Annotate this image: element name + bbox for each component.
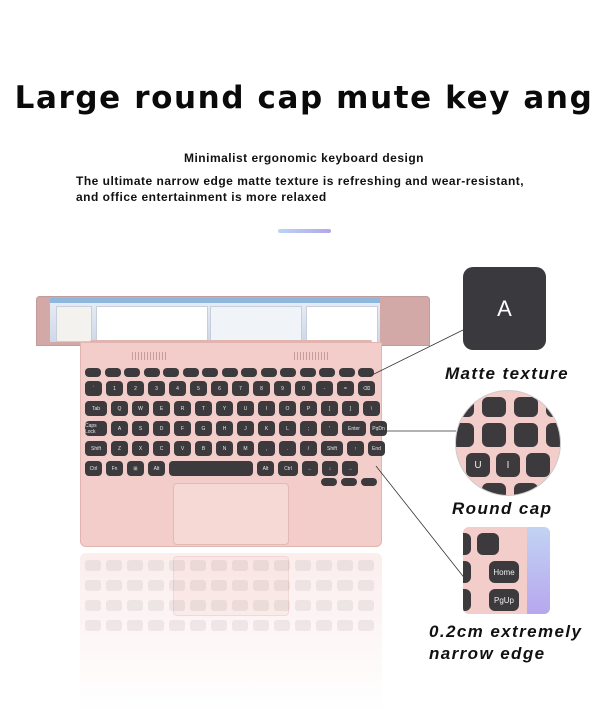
key: ⊞: [127, 461, 144, 476]
round-cap-zoom: [455, 390, 561, 496]
key: ': [321, 421, 338, 436]
key: 5: [190, 381, 207, 396]
description-line-2: and office entertainment is more relaxed: [76, 190, 327, 204]
key: 1: [106, 381, 123, 396]
key: 8: [253, 381, 270, 396]
key: Tab: [85, 401, 107, 416]
key: 3: [148, 381, 165, 396]
key: Shift: [321, 441, 343, 456]
key: H: [216, 421, 233, 436]
key: W: [132, 401, 149, 416]
key: N: [216, 441, 233, 456]
round-key-u: U: [466, 453, 490, 477]
key: U: [237, 401, 254, 416]
key: ↑: [347, 441, 364, 456]
key: P: [300, 401, 317, 416]
key: M: [237, 441, 254, 456]
round-cap-caption: Round cap: [452, 499, 553, 518]
key: Z: [111, 441, 128, 456]
key: K: [258, 421, 275, 436]
page-subtitle: Minimalist ergonomic keyboard design: [183, 151, 425, 165]
key: 2: [127, 381, 144, 396]
description-line-1: The ultimate narrow edge matte texture is refreshing and wear-resistant,: [76, 174, 525, 188]
narrow-edge-zoom: [463, 527, 550, 614]
key: Enter: [342, 421, 366, 436]
key: Alt: [148, 461, 165, 476]
key: B: [195, 441, 212, 456]
key: ]: [342, 401, 359, 416]
key: A: [111, 421, 128, 436]
key: →: [342, 461, 358, 476]
key: F: [174, 421, 191, 436]
key: 6: [211, 381, 228, 396]
key: Ctrl: [278, 461, 298, 476]
key: 7: [232, 381, 249, 396]
key: D: [153, 421, 170, 436]
matte-texture-caption: Matte texture: [445, 364, 570, 383]
key: I: [258, 401, 275, 416]
key: E: [153, 401, 170, 416]
key: J: [237, 421, 254, 436]
key: V: [174, 441, 191, 456]
key: X: [132, 441, 149, 456]
key: Caps Lock: [85, 421, 107, 436]
key: -: [316, 381, 333, 396]
key: =: [337, 381, 354, 396]
zoom-key-a-label: A: [497, 295, 512, 321]
key: G: [195, 421, 212, 436]
key: Fn: [106, 461, 123, 476]
key: Shift: [85, 441, 107, 456]
key: C: [153, 441, 170, 456]
key: Ctrl: [85, 461, 102, 476]
key: ⌫: [358, 381, 375, 396]
key: [: [321, 401, 338, 416]
key: Alt: [257, 461, 274, 476]
page-title: Large round cap mute key ang: [14, 80, 594, 116]
narrow-edge-caption-line-2: narrow edge: [429, 644, 546, 663]
key: Q: [111, 401, 128, 416]
key: ↓: [322, 461, 338, 476]
home-key: Home: [489, 561, 519, 583]
key: T: [195, 401, 212, 416]
key: `: [85, 381, 102, 396]
round-key-i: I: [496, 453, 520, 477]
key: S: [132, 421, 149, 436]
key: L: [279, 421, 296, 436]
key: 0: [295, 381, 312, 396]
key: Y: [216, 401, 233, 416]
key: /: [300, 441, 317, 456]
key: 9: [274, 381, 291, 396]
key: R: [174, 401, 191, 416]
key: ;: [300, 421, 317, 436]
key: 4: [169, 381, 186, 396]
matte-key-zoom: [463, 267, 546, 350]
key: O: [279, 401, 296, 416]
key: ,: [258, 441, 275, 456]
key: \: [363, 401, 380, 416]
key: ←: [302, 461, 318, 476]
key: PgDn: [370, 421, 387, 436]
key: .: [279, 441, 296, 456]
key: End: [368, 441, 385, 456]
narrow-edge-caption-line-1: 0.2cm extremely: [429, 622, 583, 641]
pgup-key: PgUp: [489, 589, 519, 611]
